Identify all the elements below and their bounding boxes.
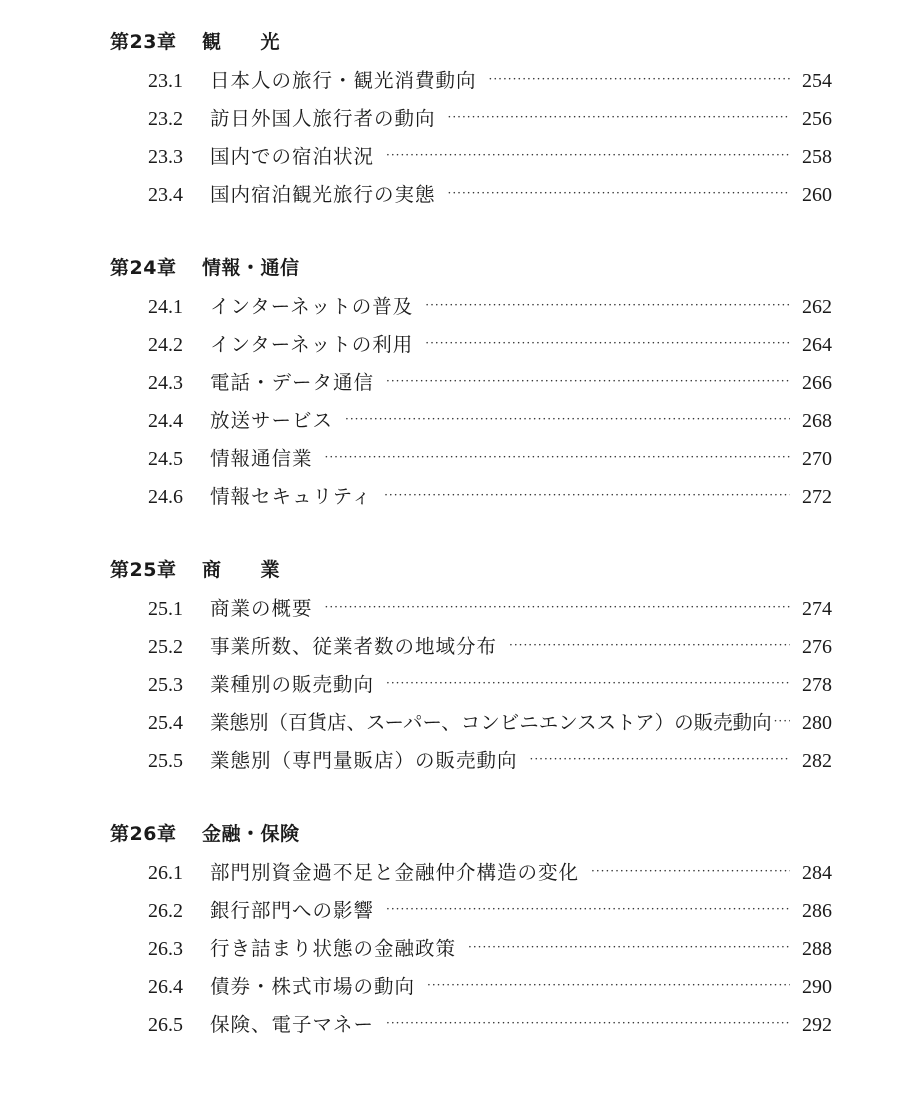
toc-entry[interactable] [110, 176, 832, 214]
section-number: 24.6 [148, 486, 183, 508]
section-number: 23.4 [148, 184, 183, 206]
dot-leader [427, 966, 790, 1004]
section-number: 26.3 [148, 938, 183, 960]
dot-leader [386, 362, 790, 400]
section-number: 24.4 [148, 410, 183, 432]
dot-leader [489, 60, 790, 98]
chapter-number: 第26章 [110, 823, 177, 845]
toc-entry[interactable] [110, 930, 832, 968]
section-title: 訪日外国人旅行者の動向 [210, 107, 436, 130]
toc-entry[interactable] [110, 364, 832, 402]
toc-entry[interactable] [110, 666, 832, 704]
toc-entry[interactable] [110, 1006, 832, 1044]
dot-leader [386, 664, 790, 702]
page-number: 286 [802, 900, 832, 922]
dot-leader [448, 174, 790, 212]
section-title: 放送サービス [210, 409, 334, 432]
chapter-heading [110, 22, 832, 62]
toc-entry[interactable] [110, 704, 832, 742]
chapter-number: 第23章 [110, 31, 177, 53]
page-number: 280 [802, 712, 832, 734]
chapter-heading [110, 814, 832, 854]
section-number: 24.2 [148, 334, 183, 356]
section-number: 25.3 [148, 674, 183, 696]
chapter-title: 情報・通信 [202, 257, 300, 279]
chapter-heading [110, 248, 832, 288]
section-number: 26.5 [148, 1014, 183, 1036]
section-number: 25.2 [148, 636, 183, 658]
toc-entry[interactable] [110, 892, 832, 930]
toc-entry[interactable] [110, 402, 832, 440]
toc-entry[interactable] [110, 138, 832, 176]
section-number: 23.3 [148, 146, 183, 168]
page-number: 290 [802, 976, 832, 998]
toc-entry[interactable] [110, 62, 832, 100]
page-number: 292 [802, 1014, 832, 1036]
toc-entry[interactable] [110, 326, 832, 364]
section-number: 26.4 [148, 976, 183, 998]
toc-entry[interactable] [110, 100, 832, 138]
dot-leader [384, 476, 790, 514]
section-number: 23.1 [148, 70, 183, 92]
page-number: 284 [802, 862, 832, 884]
toc-entry[interactable] [110, 478, 832, 516]
toc-entry[interactable] [110, 742, 832, 780]
section-title: 国内での宿泊状況 [210, 145, 375, 168]
page-number: 262 [802, 296, 832, 318]
dot-leader [509, 626, 790, 664]
section-number: 24.3 [148, 372, 183, 394]
toc-entry[interactable] [110, 440, 832, 478]
dot-leader [774, 702, 790, 740]
page-number: 254 [802, 70, 832, 92]
chapter-title: 商 業 [202, 559, 281, 581]
dot-leader [386, 136, 790, 174]
dot-leader [425, 286, 790, 324]
section-title: 商業の概要 [210, 597, 313, 620]
dot-leader [591, 852, 790, 890]
section-title: 業種別の販売動向 [210, 673, 375, 696]
page-number: 282 [802, 750, 832, 772]
section-number: 26.1 [148, 862, 183, 884]
section-number: 24.1 [148, 296, 183, 318]
dot-leader [425, 324, 790, 362]
section-number: 26.2 [148, 900, 183, 922]
page-number: 274 [802, 598, 832, 620]
toc-entry[interactable] [110, 968, 832, 1006]
chapter-number: 第24章 [110, 257, 177, 279]
dot-leader [468, 928, 790, 966]
page-number: 258 [802, 146, 832, 168]
section-title: 日本人の旅行・観光消費動向 [210, 69, 477, 92]
toc-entry[interactable] [110, 854, 832, 892]
section-title: 業態別（百貨店、スーパー、コンビニエンスストア）の販売動向 [210, 711, 772, 734]
section-title: 債券・株式市場の動向 [210, 975, 416, 998]
section-number: 24.5 [148, 448, 183, 470]
section-title: 情報セキュリティ [210, 485, 373, 508]
page-number: 272 [802, 486, 832, 508]
chapter-title: 観 光 [202, 31, 281, 53]
dot-leader [345, 400, 790, 438]
page-number: 266 [802, 372, 832, 394]
section-title: 行き詰まり状態の金融政策 [210, 937, 457, 960]
section-title: 部門別資金過不足と金融仲介構造の変化 [210, 861, 580, 884]
chapter-heading [110, 550, 832, 590]
section-title: 保険、電子マネー [210, 1013, 375, 1036]
chapter-25 [110, 550, 832, 780]
section-title: 国内宿泊観光旅行の実態 [210, 183, 436, 206]
table-of-contents [110, 22, 832, 1078]
page-number: 270 [802, 448, 832, 470]
dot-leader [325, 438, 790, 476]
chapter-24 [110, 248, 832, 516]
chapter-title: 金融・保険 [202, 823, 300, 845]
dot-leader [386, 1004, 790, 1042]
section-number: 23.2 [148, 108, 183, 130]
page-number: 288 [802, 938, 832, 960]
section-title: 電話・データ通信 [210, 371, 375, 394]
chapter-26 [110, 814, 832, 1044]
section-title: インターネットの普及 [210, 295, 414, 318]
page-number: 256 [802, 108, 832, 130]
page-number: 278 [802, 674, 832, 696]
page-number: 264 [802, 334, 832, 356]
section-title: 事業所数、従業者数の地域分布 [210, 635, 498, 658]
toc-entry[interactable] [110, 590, 832, 628]
dot-leader [530, 740, 790, 778]
page-number: 260 [802, 184, 832, 206]
toc-entry[interactable] [110, 288, 832, 326]
chapter-number: 第25章 [110, 559, 177, 581]
section-title: 銀行部門への影響 [210, 899, 375, 922]
toc-entry[interactable] [110, 628, 832, 666]
dot-leader [386, 890, 790, 928]
section-number: 25.4 [148, 712, 183, 734]
chapter-23 [110, 22, 832, 214]
section-number: 25.1 [148, 598, 183, 620]
section-title: 情報通信業 [210, 447, 313, 470]
section-number: 25.5 [148, 750, 183, 772]
dot-leader [448, 98, 790, 136]
dot-leader [325, 588, 790, 626]
page-number: 276 [802, 636, 832, 658]
section-title: 業態別（専門量販店）の販売動向 [210, 749, 518, 772]
section-title: インターネットの利用 [210, 333, 414, 356]
page-number: 268 [802, 410, 832, 432]
